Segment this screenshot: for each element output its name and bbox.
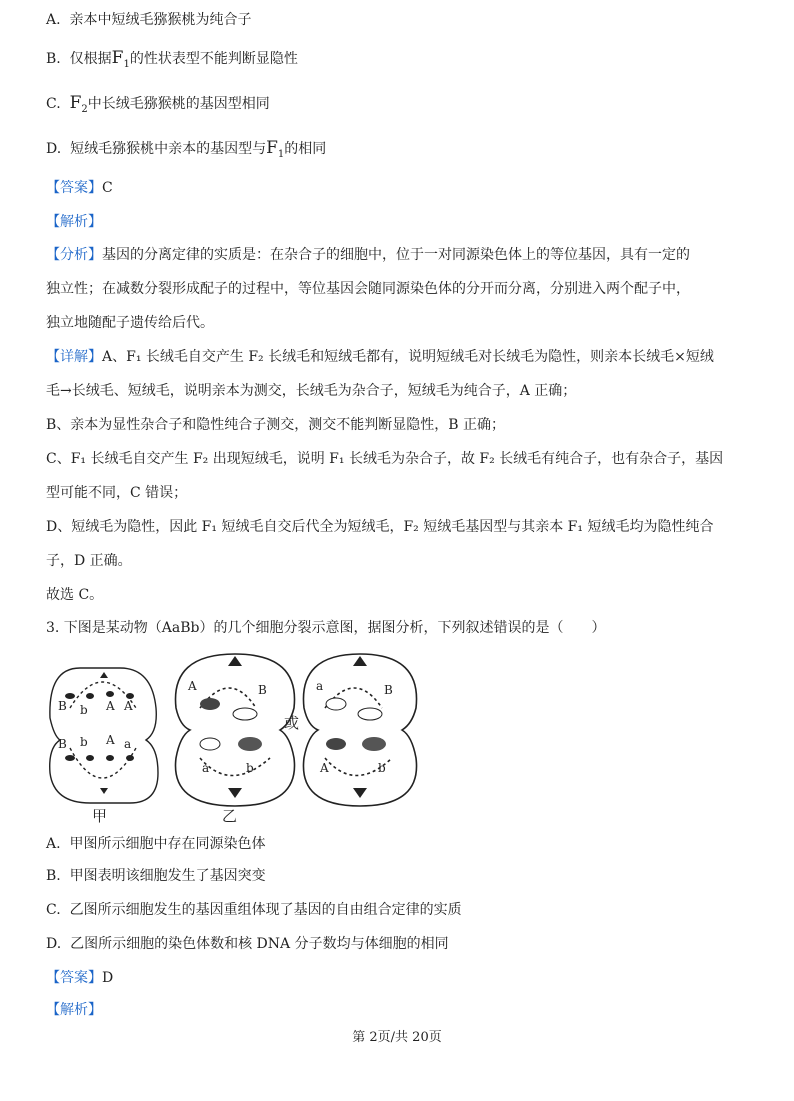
cell-diagram [40,648,440,828]
svg-text:a: a [124,737,132,751]
svg-text:a: a [202,761,210,775]
label-yi: 乙 [222,807,238,825]
fenxi-paragraph: 【分析】基因的分离定律的实质是：在杂合子的细胞中，位于一对同源染色体上的等位基因，具有一定的 独立性；在减数分裂形成配子的过程中，等位基因会随同源染色体的分开而分离，分别进入两个配子中， 独立地随配子遗传给后代。 [46,247,690,331]
analysis-heading-2: 【解析】 [46,1002,102,1018]
svg-text:A: A [320,761,329,775]
answer-line: 【答案】C [46,180,113,196]
svg-text:b: b [80,703,88,717]
svg-text:B: B [58,737,67,751]
option-a: A. 亲本中短绒毛猕猴桃为纯合子 [46,12,252,28]
analysis-heading: 【解析】 [46,214,102,230]
svg-text:b: b [246,761,254,775]
question-3-stem: 3. 下图是某动物（AaBb）的几个细胞分裂示意图，据图分析，下列叙述错误的是（ ） [46,620,606,636]
svg-text:B: B [58,699,67,713]
svg-text:a: a [316,679,324,693]
cell-yi-2 [303,654,416,806]
svg-text:b: b [80,735,88,749]
page-footer: 第 2页/共 20页 [352,1030,442,1045]
q3-option-d: D. 乙图所示细胞的染色体数和核 DNA 分子数均与体细胞的相同 [46,936,449,952]
q3-option-c: C. 乙图所示细胞发生的基因重组体现了基因的自由组合定律的实质 [46,902,462,918]
cell-jia [50,668,158,803]
label-jia: 甲 [92,807,108,825]
q3-option-a: A. 甲图所示细胞中存在同源染色体 [46,836,266,852]
svg-text:A: A [106,699,115,713]
answer-line-2: 【答案】D [46,970,114,986]
svg-text:A: A [106,733,115,747]
option-b: B. 仅根据$F_1$的性状表型不能判断显隐性 [46,48,298,70]
svg-text:b: b [378,761,386,775]
option-c: C. $F_2$中长绒毛猕猴桃的基因型相同 [46,93,270,115]
xiangjie-paragraph: 【详解】A、F₁ 长绒毛自交产生 F₂ 长绒毛和短绒毛都有，说明短绒毛对长绒毛为隐性，则亲本长绒毛×短绒 毛→长绒毛、短绒毛，说明亲本为测交，长绒毛为杂合子，短绒毛为纯合子，A 正确； B、亲本为显性杂合子和隐性纯合子测交，测交不能判断显隐性，B 正确； C、F₁ 长绒毛自交产生 F₂ 出现短绒毛，说明 F₁ 长绒毛为杂合子，故 F₂ 长绒毛有纯合子，也有杂合子，基因 型可能不同，C 错误； D、短绒毛为隐性，因此 F₁ 短绒毛自交后代全为短绒毛，F₂ 短绒毛基因型与其亲本 F₁ 短绒毛均为隐性纯合 子，D 正确。 故选 C。 [46,349,724,603]
cell-division-figure [40,648,440,828]
q3-option-b: B. 甲图表明该细胞发生了基因突变 [46,868,266,884]
svg-text:B: B [258,683,267,697]
svg-text:A: A [124,699,133,713]
option-d: D. 短绒毛猕猴桃中亲本的基因型与$F_1$的相同 [46,138,327,160]
svg-text:B: B [384,683,393,697]
svg-text:A: A [188,679,197,693]
cell-yi-1 [175,654,294,806]
label-or: 或 [284,714,300,732]
